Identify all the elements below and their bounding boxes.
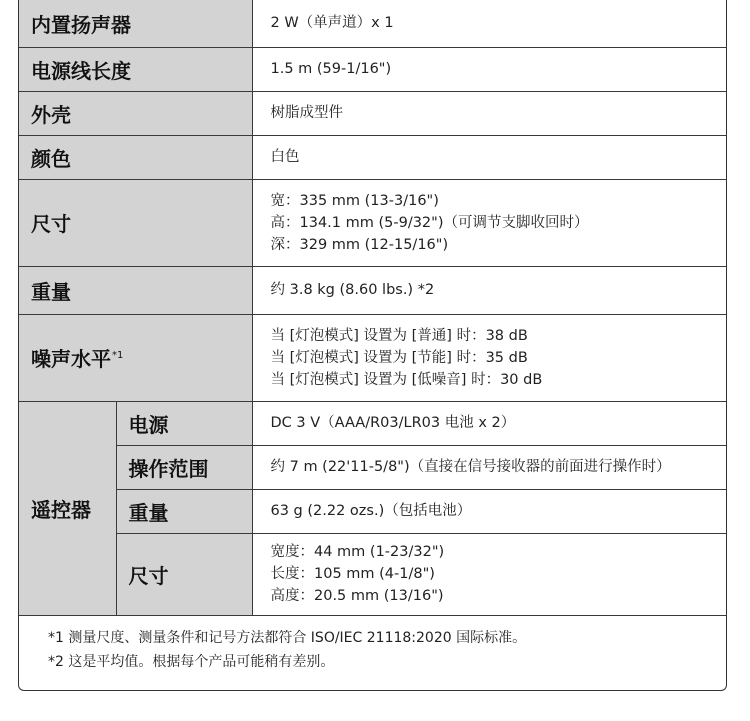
remote-dimensions-length: 长度：105 mm (4-1/8") <box>270 566 435 582</box>
noise-level-label <box>19 314 252 401</box>
dimensions-value <box>252 179 726 266</box>
remote-range-value: 约 7 m (22'11-5/8")（直接在信号接收器的前面进行操作时） <box>252 445 726 489</box>
speaker-label: 内置扬声器 <box>19 0 252 47</box>
remote-dimensions-height: 高度：20.5 mm (13/16") <box>270 588 444 604</box>
speaker-value: 2 W（单声道）x 1 <box>252 0 726 47</box>
spec-table <box>19 0 726 616</box>
noise-eco: 当 [灯泡模式] 设置为 [节能] 时：35 dB <box>270 349 528 366</box>
noise-footnote-mark: *1 <box>112 350 124 362</box>
weight-label: 重量 <box>19 266 252 314</box>
table-row <box>19 91 726 135</box>
table-row <box>19 0 726 47</box>
remote-dimensions-label: 尺寸 <box>116 533 252 615</box>
color-value: 白色 <box>252 135 726 179</box>
dimensions-depth: 深：329 mm (12-15/16") <box>270 236 449 253</box>
remote-weight-value: 63 g (2.22 ozs.)（包括电池） <box>252 489 726 533</box>
table-row <box>19 266 726 314</box>
cable-length-value: 1.5 m (59-1/16") <box>252 47 726 91</box>
remote-weight-label: 重量 <box>116 489 252 533</box>
dimensions-height: 高：134.1 mm (5-9/32")（可调节支脚收回时） <box>270 214 589 231</box>
table-row <box>19 314 726 401</box>
remote-power-label: 电源 <box>116 401 252 445</box>
footnote-2: *2 这是平均值。根据每个产品可能稍有差别。 <box>48 654 335 670</box>
table-row <box>19 135 726 179</box>
remote-dimensions-width: 宽度：44 mm (1-23/32") <box>270 544 445 560</box>
cable-length-label: 电源线长度 <box>19 47 252 91</box>
dimensions-label: 尺寸 <box>19 179 252 266</box>
table-row <box>19 179 726 266</box>
noise-level-label-text: 噪声水平 <box>31 347 111 371</box>
remote-dimensions-value <box>252 533 726 615</box>
table-row <box>19 489 726 533</box>
table-row <box>19 47 726 91</box>
remote-range-label: 操作范围 <box>116 445 252 489</box>
table-row <box>19 401 726 445</box>
remote-label: 遥控器 <box>19 401 116 615</box>
noise-quiet: 当 [灯泡模式] 设置为 [低噪音] 时：30 dB <box>270 371 543 388</box>
housing-label: 外壳 <box>19 91 252 135</box>
table-row <box>19 533 726 615</box>
housing-value: 树脂成型件 <box>252 91 726 135</box>
noise-level-value <box>252 314 726 401</box>
remote-power-value: DC 3 V（AAA/R03/LR03 电池 x 2） <box>252 401 726 445</box>
spec-table-frame <box>18 0 727 691</box>
color-label: 颜色 <box>19 135 252 179</box>
noise-normal: 当 [灯泡模式] 设置为 [普通] 时：38 dB <box>270 327 528 344</box>
dimensions-width: 宽：335 mm (13-3/16") <box>270 192 439 209</box>
footnotes <box>48 626 526 674</box>
footnote-1: *1 测量尺度、测量条件和记号方法都符合 ISO/IEC 21118:2020 国际标准。 <box>48 630 527 646</box>
table-row <box>19 445 726 489</box>
weight-value: 约 3.8 kg (8.60 lbs.) *2 <box>252 266 726 314</box>
